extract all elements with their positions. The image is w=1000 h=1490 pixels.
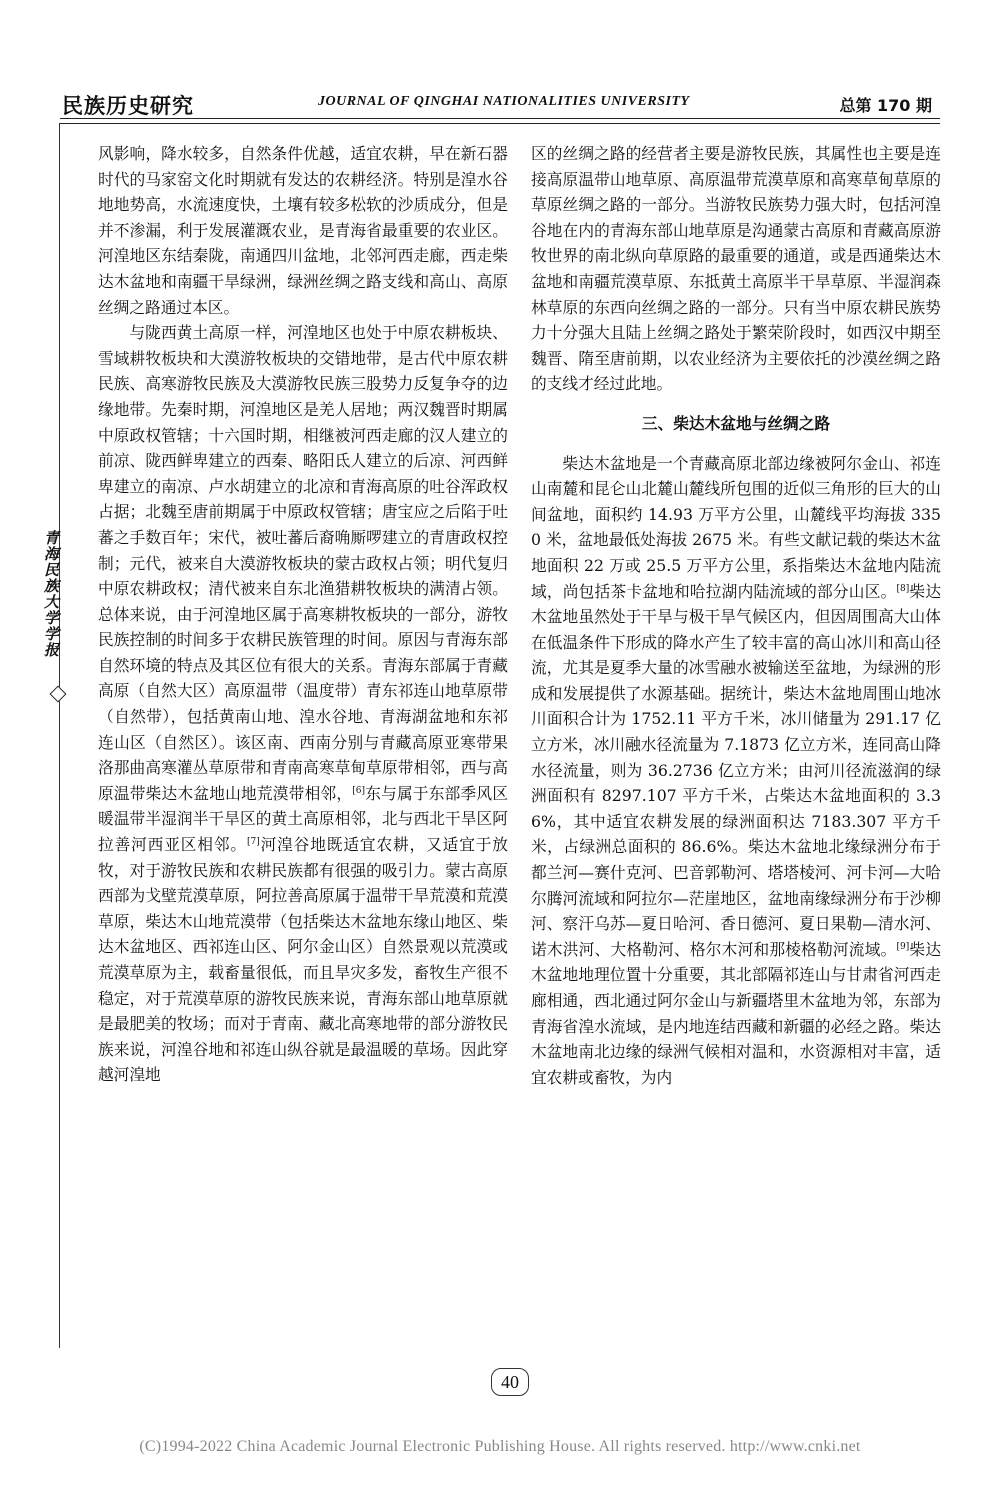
left-margin-rule [59,123,60,1348]
section-heading: 三、柴达木盆地与丝绸之路 [641,413,831,433]
journal-english-name: JOURNAL OF QINGHAI NATIONALITIES UNIVERSITY [318,94,690,109]
citation-ref: [6] [352,785,365,796]
text-run: 东与属于东部季风区暖温带半湿润半干旱区的黄土高原相邻，北与西北干旱区阿拉善河西亚区相邻。 [98,783,509,855]
citation-ref: [7] [246,836,260,847]
text-run: 河湟谷地既适宜农耕，又适宜于放牧，对于游牧民族和农耕民族都有很强的吸引力。蒙古高原西部为戈壁荒漠草原，阿拉善高原属于温带干旱荒漠和荒漠草原，柴达木山地荒漠带（包括柴达木盆地东缘山地区、柴达木盆地区、西祁连山区、阿尔金山区）自然景观以荒漠或荒漠草原为主，载畜量很低，而且旱灾多发，畜牧生产很不稳定，对于荒漠草原的游牧民族来说，青海东部山地草原就是最肥美的牧场；而对于青南、藏北高寒地带的部分游牧民族来说，河湟谷地和祁连山纵谷就是最温暖的草场。因此穿越河湟地 [98,835,508,1085]
copyright-footer: (C)1994-2022 China Academic Journal Electronic Publishing House. All rights reserved. http://www.cnki.net [139,1438,861,1455]
page-number: 40 [491,1368,529,1396]
text-run: 柴达木盆地是一个青藏高原北部边缘被阿尔金山、祁连山南麓和昆仑山北麓山麓线所包围的近似三角形的巨大的山间盆地，面积约 14.93 万平方公里，山麓线平均海拔 3350 米，盆地最低处海拔 2675 米。有些文献记载的柴达木盆地面积 22 万或 25.5 万平方公里，系指柴达木盆地内陆流域，尚包括茶卡盆地和哈拉湖内陆流域的部分山区。 [531,453,941,601]
side-journal-label: 青海民族大学学报 [42,530,60,658]
citation-ref: [8] [896,583,910,594]
paragraph [98,320,508,1088]
paragraph [531,451,941,1091]
text-run: 柴达木盆地虽然处于干旱与极干旱气候区内，但因周围高大山体在低温条件下形成的降水产生了较丰富的高山冰川和高山径流，尤其是夏季大量的冰雪融水被输送至盆地，为绿洲的形成和发展提供了水源基础。据统计，柴达木盆地周围山地冰川面积合计为 1752.11 平方千米，冰川储量为 291.17 亿立方米，冰川融水径流量为 7.1873 亿立方米，连同高山降水径流量，则为 36.2736 亿立方米；由河川径流滋润的绿洲面积有 8297.107 平方千米，占柴达木盆地面积的 3.36%，其中适宜农耕发展的绿洲面积达 7183.307 平方千米，占绿洲总面积的 86.6%。柴达木盆地北缘绿洲分布于都兰河—赛什克河、巴音郭勒河、塔塔棱河、河卡河—大哈尔腾河流域和阿拉尔—茫崖地区，盆地南缘绿洲分布于沙柳河、察汗乌苏—夏日哈河、香日德河、夏日果勒—清水河、诺木洪河、大格勒河、格尔木河和那棱格勒河流域。 [531,581,942,959]
text-run: 柴达木盆地地理位置十分重要，其北部隔祁连山与甘肃省河西走廊相通，西北通过阿尔金山与新疆塔里木盆地为邻，东部为青海省湟水流域，是内地连结西藏和新疆的必经之路。柴达木盆地南北边缘的绿洲气候相对温和，水资源相对丰富，适宜农耕或畜牧，为内 [531,939,942,1087]
diamond-ornament-icon [50,686,67,703]
left-column [98,141,508,1088]
issue-number: 总第 170 期 [839,96,932,115]
text-run: 与陇西黄土高原一样，河湟地区也处于中原农耕板块、雪域耕牧板块和大漠游牧板块的交错地带，是古代中原农耕民族、高寒游牧民族及大漠游牧民族三股势力反复争夺的边缘地带。先秦时期，河湟地区是羌人居地；两汉魏晋时期属中原政权管辖；十六国时期，相继被河西走廊的汉人建立的前凉、陇西鲜卑建立的西秦、略阳氐人建立的后凉、河西鲜卑建立的南凉、卢水胡建立的北凉和青海高原的吐谷浑政权占据；北魏至唐前期属于中原政权管辖；唐宝应之后陷于吐蕃之手数百年；宋代，被吐蕃后裔唃厮啰建立的青唐政权控制；元代，被来自大漠游牧板块的蒙古政权占领；明代复归中原农耕政权；清代被来自东北渔猎耕牧板块的满清占领。总体来说，由于河湟地区属于高寒耕牧板块的一部分，游牧民族控制的时间多于农耕民族管理的时间。原因与青海东部自然环境的特点及其区位有很大的关系。青海东部属于青藏高原（自然大区）高原温带（温度带）青东祁连山地草原带（自然带），包括黄南山地、湟水谷地、青海湖盆地和东祁连山区（自然区）。该区南、西南分别与青藏高原亚寒带果洛那曲高寒灌丛草原带和青南高寒草甸草原带相邻，西与高原温带柴达木盆地山地荒漠带相邻， [98,323,508,803]
journal-section-title: 民族历史研究 [62,94,194,118]
header-rule-thick [60,118,940,119]
right-column [531,141,941,1090]
citation-ref: [9] [896,941,910,952]
paragraph: 区的丝绸之路的经营者主要是游牧民族，其属性也主要是连接高原温带山地草原、高原温带荒漠草原和高寒草甸草原的草原丝绸之路的一部分。当游牧民族势力强大时，包括河湟谷地在内的青海东部山地草原是沟通蒙古高原和青藏高原游牧世界的南北纵向草原路的最重要的通道，或是西通柴达木盆地和南疆荒漠草原、东抵黄土高原半干旱草原、半湿润森林草原的东西向丝绸之路的一部分。只有当中原农耕民族势力十分强大且陆上丝绸之路处于繁荣阶段时，如西汉中期至魏晋、隋至唐前期，以农业经济为主要依托的沙漠丝绸之路的支线才经过此地。 [531,144,941,394]
running-header [60,88,940,120]
paragraph: 风影响，降水较多，自然条件优越，适宜农耕，早在新石器时代的马家窑文化时期就有发达的农耕经济。特别是湟水谷地地势高，水流速度快，土壤有较多松软的沙质成分，但是并不渗漏，利于发展灌溉农业，是青海省最重要的农业区。河湟地区东结秦陇，南通四川盆地，北邻河西走廊，西走柴达木盆地和南疆干旱绿洲，绿洲丝绸之路支线和高山、高原丝绸之路通过本区。 [98,144,508,317]
header-rule-thin [60,123,940,124]
